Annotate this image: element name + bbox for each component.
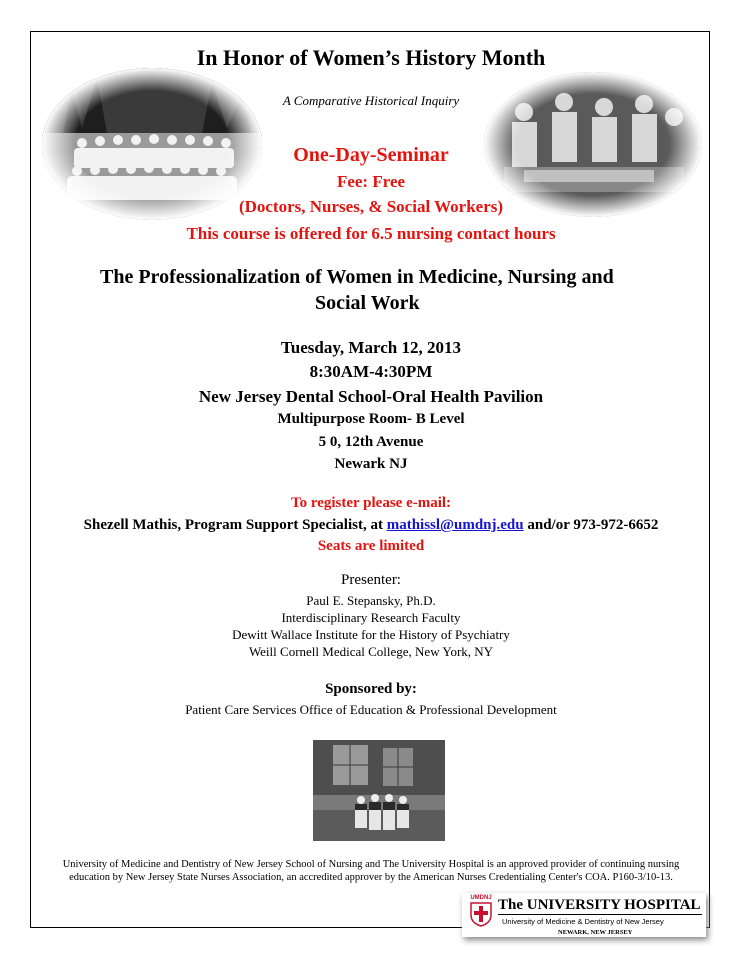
presenter-name: Paul E. Stepansky, Ph.D. — [306, 593, 436, 608]
presenter-heading: Presenter: — [341, 572, 401, 588]
event-time: 8:30AM-4:30PM — [309, 362, 433, 381]
nurses-outdoor-photo — [313, 740, 445, 841]
topic-title-line2: Social Work — [315, 292, 420, 314]
email-link[interactable]: mathissl@umdnj.edu — [386, 517, 524, 533]
logo-tagline: University of Medicine & Dentistry of New Jersey — [502, 917, 664, 926]
registration-contact — [0, 517, 742, 534]
hospital-logo — [462, 893, 706, 937]
register-prompt: To register please e-mail: — [290, 495, 452, 511]
accreditation-statement: University of Medicine and Dentistry of New Jersey School of Nursing and The University Hospital is an approved provider of continuing nursing education by New Jersey State Nurses Association, an accredited approver by the American Nurses Credentialing Center's COA. P160-3/10-13. — [62, 859, 680, 883]
topic-title-line1: The Professionalization of Women in Medicine, Nursing and — [100, 266, 614, 288]
logo-location: NEWARK, NEW JERSEY — [558, 929, 633, 936]
contact-prefix: Shezell Mathis, Program Support Specialist, at — [83, 517, 383, 533]
logo-name: The UNIVERSITY HOSPITAL — [498, 897, 701, 913]
presenter-role: Interdisciplinary Research Faculty — [281, 610, 461, 625]
event-room: Multipurpose Room- B Level — [277, 411, 465, 427]
seminar-name: One-Day-Seminar — [293, 144, 449, 166]
sponsor-heading: Sponsored by: — [325, 681, 417, 697]
contact-hours: This course is offered for 6.5 nursing contact hours — [186, 224, 556, 243]
seminar-audience: (Doctors, Nurses, & Social Workers) — [238, 197, 504, 216]
contact-suffix: and/or 973-972-6652 — [527, 517, 659, 533]
event-date: Tuesday, March 12, 2013 — [281, 338, 461, 357]
event-city: Newark NJ — [334, 456, 408, 472]
presenter-college: Weill Cornell Medical College, New York, NY — [248, 644, 494, 659]
page-subtitle: A Comparative Historical Inquiry — [282, 93, 460, 108]
seminar-fee: Fee: Free — [336, 172, 406, 191]
event-address: 5 0, 12th Avenue — [318, 434, 424, 450]
umdnj-shield-icon: UMDNJ — [466, 895, 496, 929]
presenter-institute: Dewitt Wallace Institute for the History of Psychiatry — [232, 627, 510, 642]
seats-limited: Seats are limited — [317, 538, 425, 554]
page-title: In Honor of Women’s History Month — [196, 45, 546, 70]
sponsor-name: Patient Care Services Office of Education & Professional Development — [185, 702, 557, 717]
event-venue: New Jersey Dental School-Oral Health Pavilion — [198, 387, 544, 406]
